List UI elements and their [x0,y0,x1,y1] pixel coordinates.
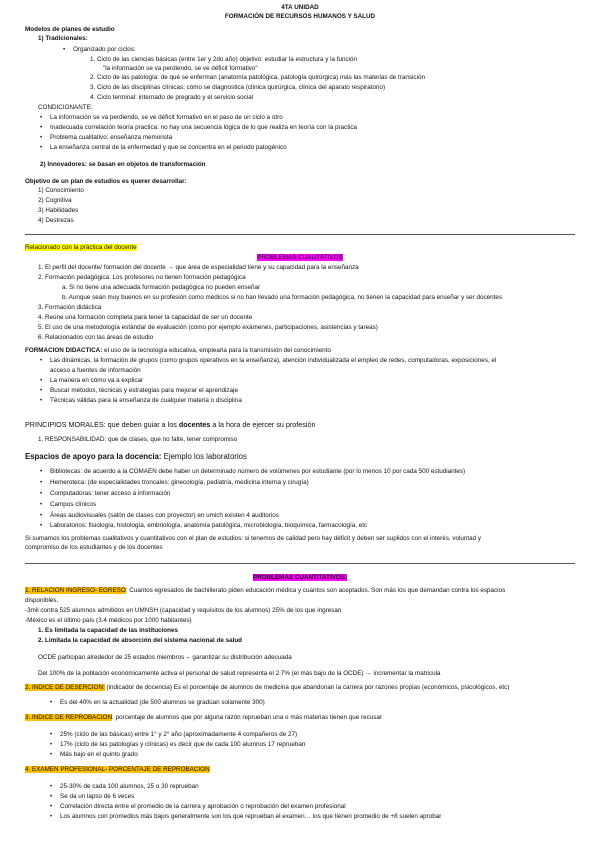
bullet-icon: • [50,751,53,758]
bullet-icon: • [40,114,43,121]
exam-item: • 25-30% de cada 100 alumnos, 25 o 30 reprueban [50,783,199,790]
bullet-icon: • [40,387,43,394]
objective-heading: Objetivo de un plan de estudios es querer desarrollar: [25,178,187,185]
innovative-label: 2) Innovadores: se basan en objetos de transformación [40,161,206,168]
didactic-heading: FORMACION DIDACTICA: el uso de la tecnología educativa, emplearla para la transmisión del conocimiento [25,347,331,354]
exam-item: • Los alumnos con promedios más bajos generalmente son los que reprueban el examen… los que tienen promedio de +8 suelen aprobar [50,813,442,820]
problem-2b: b. Aunque sean muy buenos en su profesión como médicos si no han llevado una formación pedagógica, no tienen la capacidad para enseñar y ser docentes [62,294,503,301]
problem-1: 1. El perfil del docente/ formación del docente → que área de especialidad tiene y su capacidad para la enseñanza [38,264,359,271]
quantitative-heading: PROBLEMAS CUANTITATIVOS: [252,574,348,581]
bullet-icon: • [40,479,43,486]
bullet-icon: • [40,522,43,529]
cycle-2: 2. Ciclo de las patología: de qué se enferman (anatomía patológica, patología quirúrgica) más las materias de transición [90,74,425,81]
bullet-icon: • [40,134,43,141]
bullet-icon: • [40,124,43,131]
desertion-heading: 2. INDICE DE DESERCION: (indicador de docencia) Es el porcentaje de alumnos de medicina que abandonan la carrera por razones propias (económicos, psicológicos, etc) [25,684,510,691]
didactic-item: • La manera en cómo va a explicar [40,377,144,384]
organized-text: Organizado por ciclos: [73,46,136,53]
bullet-icon: • [40,397,43,404]
divider [25,563,575,564]
bullet-icon: • [40,144,43,151]
ratio-c: 1. Es limitada la capacidad de las instituciones [38,627,178,634]
bullet-icon: • [50,783,53,790]
cond-item: • Inadecuada correlación teoría practica: no hay una secuencia lógica de lo que realiza en teoría con la practica [40,124,357,131]
qualitative-heading: PROBLEMAS CUALITATIVOS [257,254,343,261]
didactic-item-cont: acceso a fuentes de información [50,367,141,374]
ocde-line: OCDE participan alrededor de 25 estados miembros→ garantizar su distribución adecuada [38,654,292,661]
bullet-icon: • [40,357,43,364]
space-item: • Laboratorios: fisiología, histología, embriología, anatomía patológica, microbiología, bioquímica, farmacología, etc [40,522,368,529]
ratio-d: 2. Limitada la capacidad de absorción del sistema nacional de salud [38,637,243,644]
space-item: • Áreas audiovisuales (salón de clases con proyector) en umich existen 4 auditorios [40,512,279,519]
cycle-1-quote: "la información se va perdiendo, se ve déficit formativo" [103,65,258,72]
cond-item: • La enseñanza central de la enfermedad y que se concentra en el periodo patogénico [40,144,287,151]
support-spaces: Espacios de apoyo para la docencia: Ejemplo los laboratorios [25,452,247,461]
ratio-a: -3mil contra 525 alumnos admitidos en UMNSH (capacidad y requisitos de los alumnos) 25% de los que ingresan [25,607,342,614]
objective-item: 2) Cognitiva [38,197,72,204]
didactic-item: • Las dinámicas, la formación de grupos (como grupos operativos en la enseñanza), atención individualizada el empleo de redes, computadoras, exposiciones, el [40,357,497,364]
problem-4: 4. Reúne una formación completa para tener la capacidad de ser un docente [38,314,253,321]
problem-2: 2. Formación pedagógica: Los profesores no tienen formación pedagógica [38,274,246,281]
problem-2a: a. Si no tiene una adecuada formación pedagógica no pueden enseñar [62,284,261,291]
bullet-icon: • [40,468,43,475]
s1-heading: Modelos de planes de estudio [25,26,115,33]
bullet-icon: • [50,813,53,820]
bullet-icon: • [40,512,43,519]
related-label: Relacionado con la práctica del docente [25,244,137,251]
problem-3: 3. Formación didáctica [38,304,102,311]
cond-item: • La información se va perdiendo, se ve déficit formativo en el paso de un ciclo a otro [40,114,283,121]
bullet-icon: • [50,731,53,738]
bullet-icon: • [50,803,53,810]
ratio-cont: disponibles. [25,597,59,604]
doc-title: FORMACIÓN DE RECURSOS HUMANOS Y SALUD [224,13,376,20]
exam-item: • Se da un lapso de 6 veces [50,793,135,800]
objective-item: 4) Destrezas [38,217,74,224]
objective-item: 3) Habilidades [38,207,79,214]
bullet-icon: • [40,501,43,508]
unit-title: 4TA UNIDAD [281,4,319,11]
bullet-icon: • [63,46,66,53]
cycle-1: 1. Ciclo de las ciencias básicas (entre 1er y 2do año) objetivo: estudiar la estructura y la función [90,56,358,63]
divider [25,234,575,235]
summary-line-1: Si sumamos los problemas cualitativos y cuantitativos con el plan de estudios: si tenemos de calidad pero hay déficit y deben ser suplidos con el interés, voluntad y [25,535,482,542]
bullet-icon: • [50,793,53,800]
pea-line: Del 100% de la población económicamente activa el personal de salud representa el 2.7% (el más bajo de la OCDE) → incrementar la matricula [38,670,441,677]
ratio-b: -México es el último país (3.4 médicos por 1000 habitantes) [25,617,192,624]
didactic-item: • Buscar métodos, técnicas y estrategias para mejorar el aprendizaje [40,387,238,394]
space-item: • Computadoras: tener acceso a información [40,490,171,497]
exam-heading: 4. EXAMEN PROFESIONAL- PORCENTAJE DE REPROBACION [25,766,210,773]
bullet-icon: • [50,699,53,706]
didactic-item: • Técnicas válidas para la enseñanza de cualquier materia o disciplina [40,397,242,404]
objective-item: 1) Conocimiento [38,187,84,194]
cycle-4: 4. Ciclo terminal: internado de pregrado y el servicio social [90,94,254,101]
moral-principles: PRINCIPIOS MORALES: que deben guiar a los docentes a la hora de ejercer su profesión [25,420,316,429]
bullet-icon: • [40,490,43,497]
space-item: • Hemeroteca: (de especialidades troncales: ginecología, pediatría, medicina interna y cirugía) [40,479,309,486]
cond-item: • Problema cualitativo: enseñanza memorista [40,134,173,141]
organized-item [63,46,136,54]
responsibility: 1. RESPONSABILIDAD: que de clases, que no falte, tener compromiso [38,436,238,443]
exam-item: • Correlación directa entre el promedio de la carrera y aprobación o reprobación del examen profesional [50,803,346,810]
space-item: • Campos clínicos [40,501,97,508]
desertion-item: • Es del 40% en la actualidad (de 500 alumnos se gradúan solamente 300) [50,699,265,706]
ratio-heading: 1. RELACION INGRESO- EGRESO: Cuantos egresados de bachillerato piden educación médica y cuantos son aceptados. Son más los que demandan contra los espacios [25,587,506,594]
bullet-icon: • [50,741,53,748]
summary-line-2: compromiso de los estudiantes y de los docentes [25,544,163,551]
failure-item: • 17% (ciclo de las patologías y clínicas) es decir que de cada 100 alumnos 17 reprueban [50,741,306,748]
problem-5: 5. El uso de una metodología estándar de evaluación (como por ejemplo exámenes, participaciones, asistencias y tareas) [38,324,378,331]
cycle-3: 3. Ciclo de las disciplinas clínicas: cómo se diagnostica (clínica quirúrgica, clínica del aparato respiratorio) [90,84,386,91]
traditional-label: 1) Tradicionales: [38,35,88,42]
space-item: • Bibliotecas: de acuerdo a la COMAEN debe haber un determinado número de volúmenes por estudiante (por lo menos 10 por cada 500 estudiantes) [40,468,466,475]
problem-6: 6. Relacionados con las áreas de estudio [38,334,154,341]
bullet-icon: • [40,377,43,384]
failure-heading: 3. INDICE DE REPROBACION: porcentaje de alumnos que por alguna razón reprueban una o más materias tienen que recusar [25,714,383,721]
failure-item: • Más bajo en el quinto grado [50,751,138,758]
failure-item: • 25% (ciclo de las básicas) entre 1° y 2° año (aproximadamente 4 compañeros de 27) [50,731,298,738]
condicionante-label: CONDICIONANTE: [38,104,93,111]
